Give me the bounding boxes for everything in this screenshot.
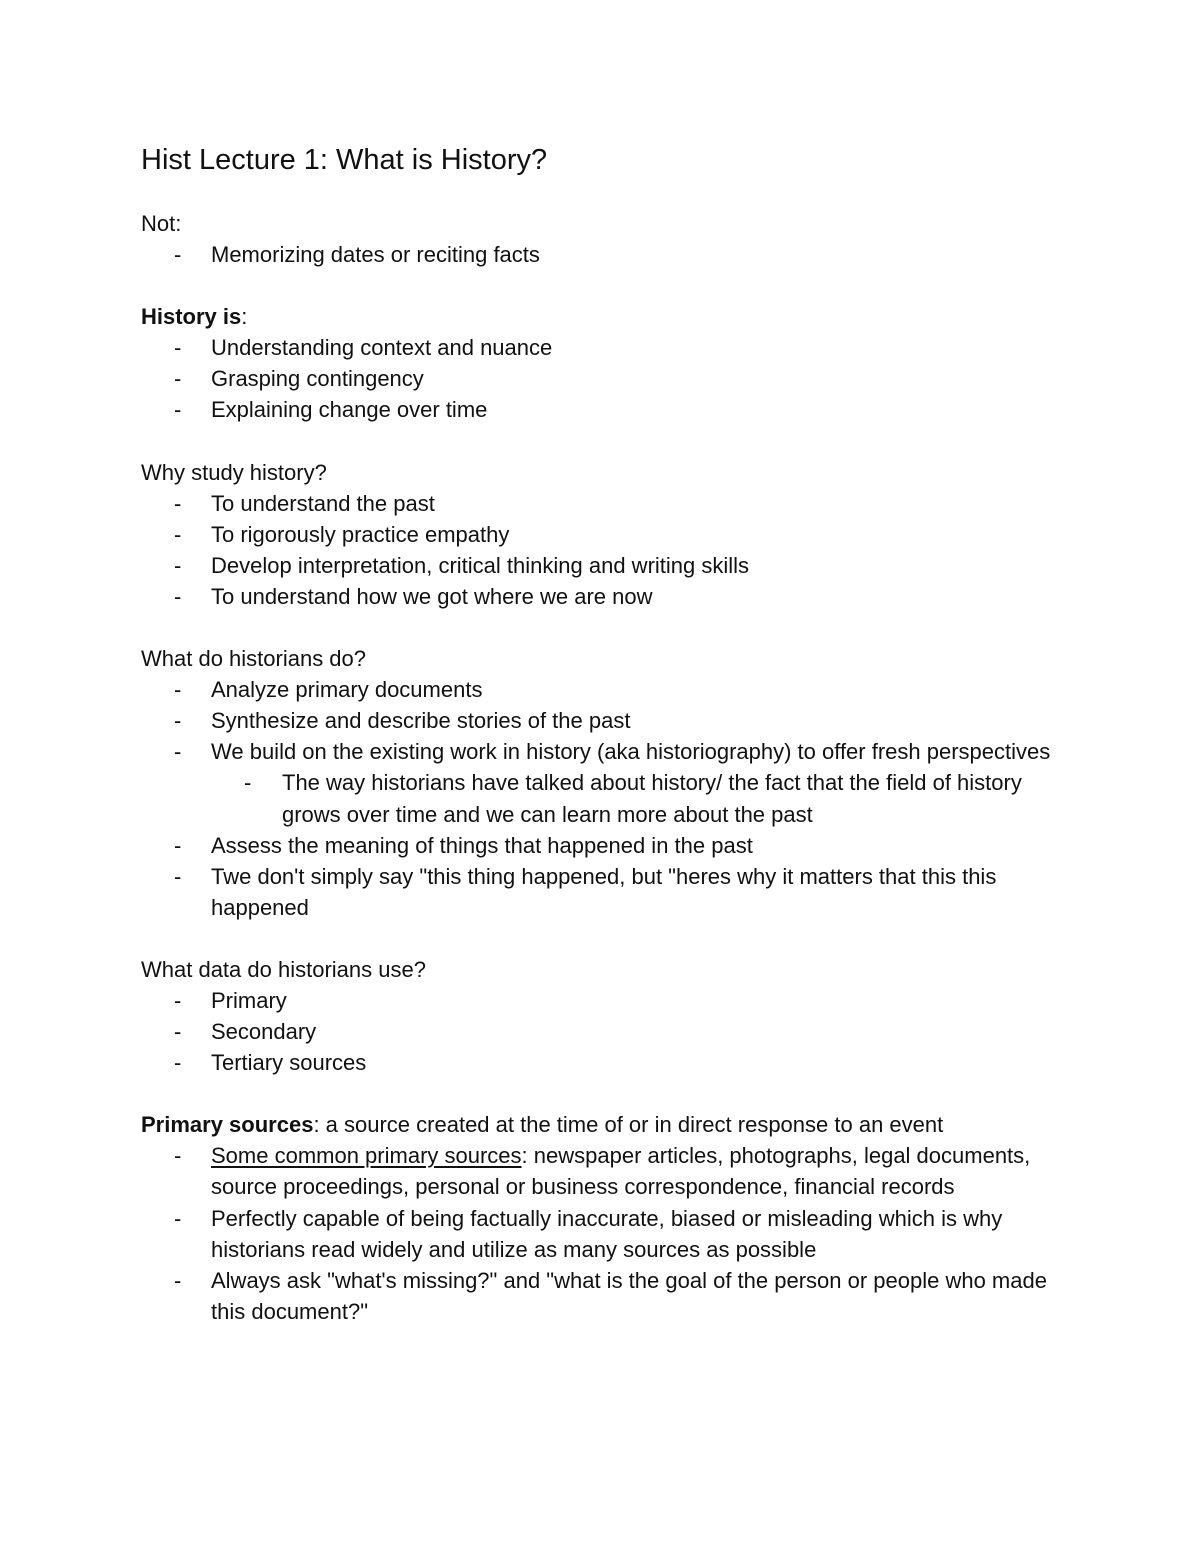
list-item: - Secondary [141, 1016, 1076, 1047]
bullet-dash: - [174, 863, 182, 889]
list-item: - To rigorously practice empathy [141, 519, 1076, 550]
list-item: - Some common primary sources: newspaper articles, photographs, legal documents, source proceedings, personal or business correspondence, financial records [141, 1140, 1076, 1202]
list-item: - Grasping contingency [141, 363, 1076, 394]
section-heading-history-is: History is: [141, 304, 248, 330]
list-item: - To understand how we got where we are now [141, 581, 1076, 612]
section-heading-data-used: What data do historians use? [141, 956, 426, 982]
list-item: - Synthesize and describe stories of the past [141, 705, 1076, 736]
list-item: - Explaining change over time [141, 394, 1076, 425]
bullet-dash: - [174, 1267, 182, 1293]
list-item: - Tertiary sources [141, 1047, 1076, 1078]
bullet-dash: - [174, 677, 182, 703]
section-heading-not: Not: [141, 211, 182, 236]
list-item: - Develop interpretation, critical thinking and writing skills [141, 550, 1076, 581]
list-item: - Perfectly capable of being factually inaccurate, biased or misleading which is why historians read widely and utilize as many sources as possible [141, 1203, 1076, 1265]
historians-do-list [141, 674, 1076, 923]
bullet-dash: - [174, 521, 182, 547]
bullet-dash: - [174, 335, 182, 361]
section-heading-primary-sources: Primary sources: a source created at the time of or in direct response to an event [141, 1112, 944, 1138]
document-body [141, 208, 1076, 1327]
section-heading-historians-do: What do historians do? [141, 646, 367, 672]
bullet-dash: - [174, 583, 182, 609]
bullet-dash: - [174, 552, 182, 578]
list-item: - We build on the existing work in history (aka historiography) to offer fresh perspectives [141, 736, 1076, 767]
bullet-dash: - [174, 1205, 182, 1231]
section-heading-why-study: Why study history? [141, 459, 327, 485]
not-list [141, 239, 1076, 270]
bullet-dash: - [174, 490, 182, 516]
bullet-dash: - [174, 708, 182, 734]
why-study-list [141, 488, 1076, 612]
page-title: Hist Lecture 1: What is History? [141, 144, 548, 176]
list-item: - Understanding context and nuance [141, 332, 1076, 363]
bullet-dash: - [174, 1019, 182, 1045]
list-item: - Memorizing dates or reciting facts [141, 239, 1076, 270]
list-item: - Analyze primary documents [141, 674, 1076, 705]
bullet-dash: - [174, 242, 182, 268]
list-item: - Twe don't simply say "this thing happened, but "heres why it matters that this this happened [141, 861, 1076, 923]
list-item: - Always ask "what's missing?" and "what is the goal of the person or people who made this document?" [141, 1265, 1076, 1327]
bullet-dash: - [174, 366, 182, 392]
bullet-dash: - [174, 397, 182, 423]
list-item: - To understand the past [141, 488, 1076, 519]
bullet-dash: - [174, 1050, 182, 1076]
bullet-dash: - [174, 987, 182, 1013]
sub-list-item: - The way historians have talked about history/ the fact that the field of history grows over time and we can learn more about the past [141, 767, 1076, 829]
bullet-dash: - [174, 1143, 182, 1169]
bullet-dash: - [174, 832, 182, 858]
data-used-list [141, 985, 1076, 1078]
list-item: - Assess the meaning of things that happened in the past [141, 830, 1076, 861]
history-is-list [141, 332, 1076, 425]
bullet-dash: - [174, 739, 182, 765]
bullet-dash: - [244, 770, 252, 796]
primary-sources-list [141, 1140, 1076, 1327]
list-item: - Primary [141, 985, 1076, 1016]
